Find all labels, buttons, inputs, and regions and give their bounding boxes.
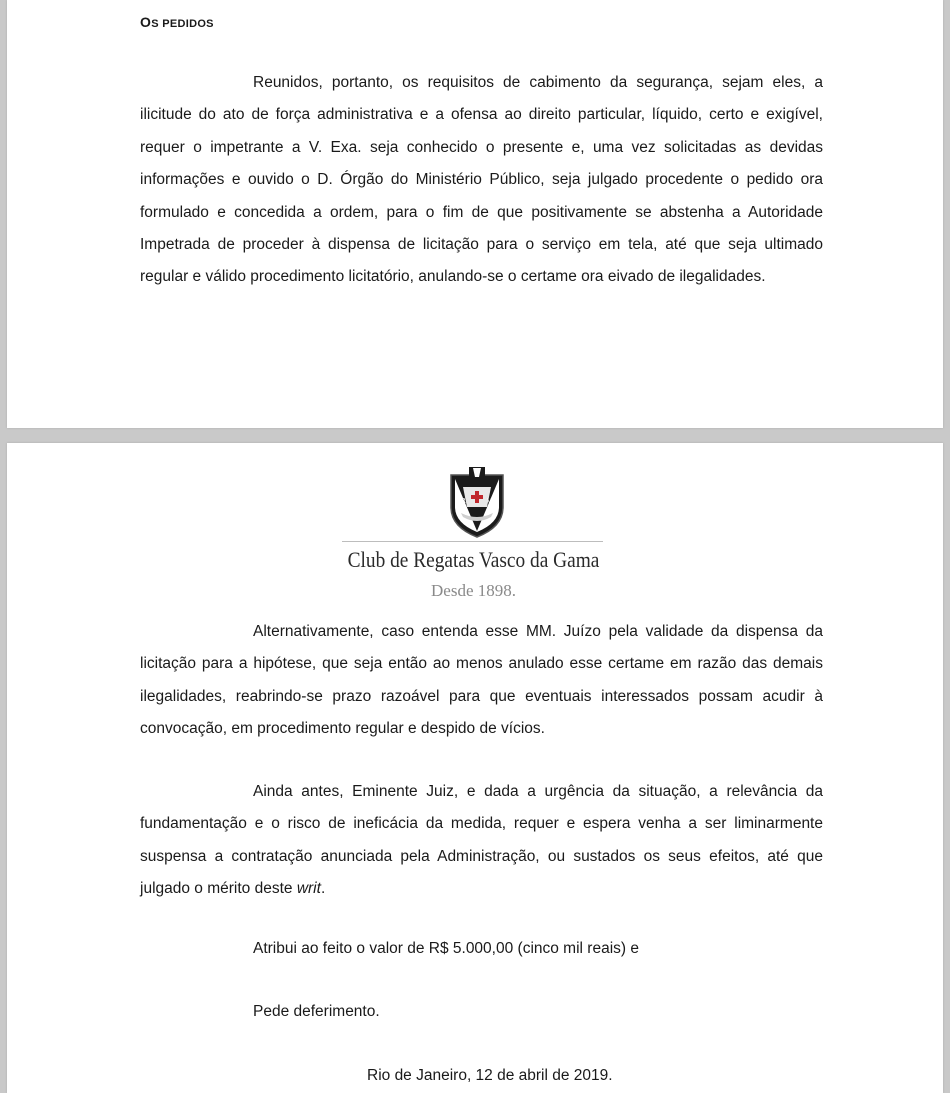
crest-icon [445,465,509,539]
heading-rest: S PEDIDOS [151,18,214,30]
letterhead-divider [342,541,603,542]
requests-paragraph: Reunidos, portanto, os requisitos de cabimento da segurança, sejam eles, a ilicitude do ato de força administrativa e a ofensa ao direito particular, líquido, certo e exigível, requer o impetrante a V. Exa. seja conhecido o presente e, uma vez solicitadas as devidas informações e ouvido o D. Órgão do Ministério Público, seja julgado procedente o pedido ora formulado e concedida a ordem, para o fim de que positivamente se abstenha a Autoridade Impetrada de proceder à dispensa de licitação para o serviço em tela, até que seja ultimado regular e válido procedimento licitatório, anulando-se o certame ora eivado de ilegalidades. [140,74,823,286]
alternative-paragraph: Alternativamente, caso entenda esse MM. Juízo pela validade da dispensa da licitação para a hipótese, que seja então ao menos anulado esse certame em razão das demais ilegalidades, reabrindo-se prazo razoável para que eventuais interessados possam acudir à convocação, em procedimento regular e despido de vícios. [140,623,823,738]
club-name: Club de Regatas Vasco da Gama [347,547,600,572]
value-line: Atribui ao feito o valor de R$ 5.000,00 (cinco mil reais) e [253,940,639,957]
svg-text:V: V [487,497,492,505]
heading-initial: O [140,14,152,30]
vasco-crest-logo [445,465,509,539]
svg-text:R: R [461,497,466,505]
writ-italic: writ [296,880,321,898]
urgency-paragraph [140,776,823,906]
club-since: Desde 1898. [431,581,516,600]
request-line: Pede deferimento. [253,1003,380,1020]
urgency-text: Ainda antes, Eminente Juiz, e dada a urgência da situação, a relevância da fundamentação e o risco de ineficácia da medida, requer e espera venha a ser liminarmente suspensa a contratação anunciada pela Administração, ou sustados os seus efeitos, até que julgado o mérito deste [140,783,823,898]
section-heading [140,14,214,30]
document-page-2 [7,443,943,1093]
urgency-period: . [320,880,326,898]
date-line: Rio de Janeiro, 12 de abril de 2019. [367,1067,613,1084]
document-page-1 [7,0,943,428]
